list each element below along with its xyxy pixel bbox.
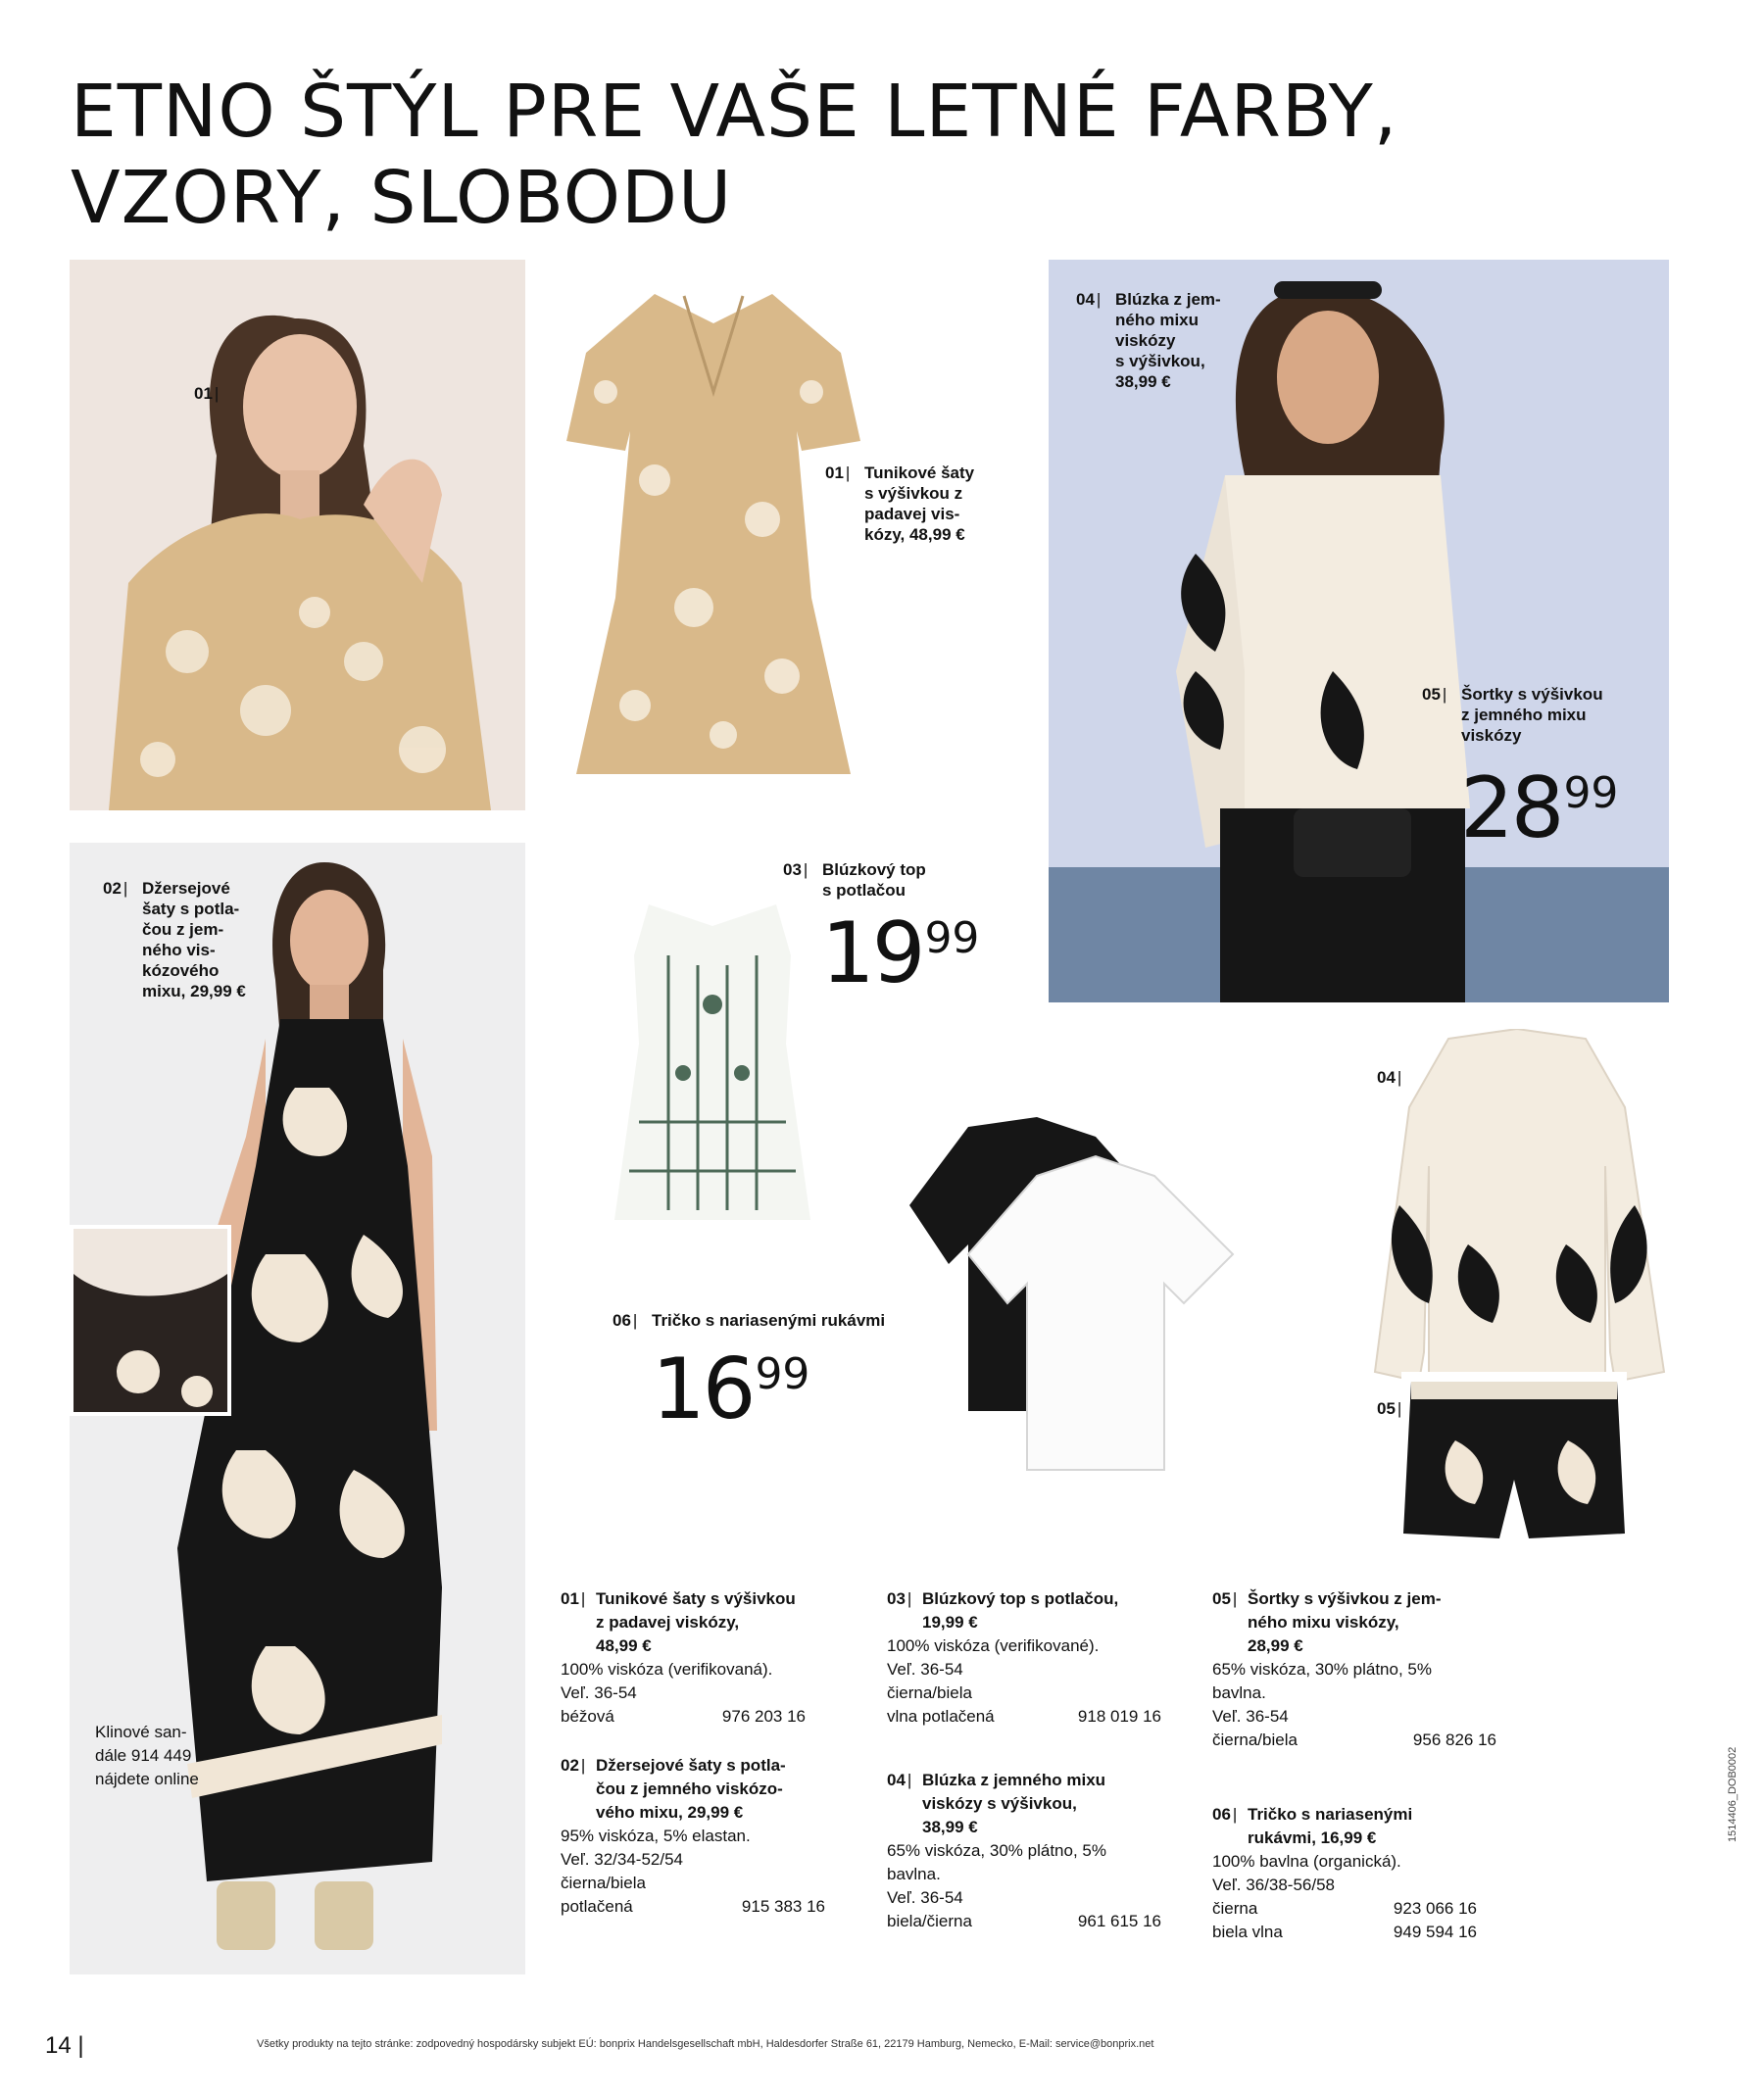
sandals-note [95,1721,199,1791]
product-05-detail: Veľ. 36-54 [1212,1707,1289,1726]
product-06-variant-row [1212,1897,1477,1921]
headline-line-1: ETNO ŠTÝL PRE VAŠE LETNÉ FARBY, [71,70,1398,154]
callout-03-label [822,859,926,901]
product-06-title [1248,1803,1477,1850]
product-02-title-line: Džersejové šaty s potla- [596,1756,786,1775]
product-05-variant-row [1212,1729,1496,1752]
callout-05-tag: 05 | [1377,1399,1401,1419]
product-04-variant: biela/čierna [887,1912,972,1930]
product-05-variant: čierna/biela [1212,1730,1298,1749]
product-05-heading [1212,1587,1496,1658]
product-03-detail: 100% viskóza (verifikované). [887,1636,1100,1655]
product-06-detail: Veľ. 36/38-56/58 [1212,1876,1336,1894]
callout-01-num: 01 | [825,463,850,482]
product-06-title-line: rukávmi, 16,99 € [1248,1828,1377,1847]
callout-01-label [864,463,974,545]
callout-04-label [1115,289,1221,392]
product-06-heading [1212,1803,1477,1850]
price-06-int: 16 [652,1340,754,1438]
product-06-code: 949 594 16 [1393,1923,1477,1941]
product-03-num: 03 | [887,1587,922,1634]
catalog-code: 1514406_DOB0002 [1727,1746,1739,1842]
callout-02-line: čou z jem- [142,920,224,939]
product-01-title [596,1587,845,1658]
callout-04-num: 04 | [1076,290,1101,309]
product-01-title-line: z padavej viskózy, [596,1613,740,1632]
product-05-code: 956 826 16 [1412,1730,1496,1749]
product-03-title [922,1587,1171,1634]
product-03-detail: Veľ. 36-54 [887,1660,963,1679]
product-06-num: 06 | [1212,1803,1248,1850]
product-04-code: 961 615 16 [1077,1912,1161,1930]
product-01-num: 01 | [561,1587,596,1658]
callout-05-line: viskózy [1461,726,1522,745]
callout-03-line: s potlačou [822,881,906,900]
callout-05 [1422,684,1603,746]
product-02-detail: 95% viskóza, 5% elastan. [561,1827,751,1845]
callout-06 [612,1310,885,1331]
product-02-code: 915 383 16 [741,1897,825,1916]
photo-model-black-dress [70,843,525,1974]
product-04-title-line: Blúzka z jemného mixu [922,1771,1106,1789]
callout-01-line: padavej vis- [864,505,960,523]
product-03-title-line: 19,99 € [922,1613,978,1632]
product-03-heading [887,1587,1171,1634]
product-block-03 [887,1587,1171,1729]
product-block-04 [887,1769,1171,1933]
photo-model-beige-dress [70,260,525,810]
callout-05-label [1461,684,1603,746]
product-05-title-line: Šortky s výšivkou z jem- [1248,1589,1442,1608]
callout-04-line: Blúzka z jem- [1115,290,1221,309]
product-05-detail: 65% viskóza, 30% plátno, 5% [1212,1660,1432,1679]
callout-04 [1076,289,1221,392]
product-block-02 [561,1754,845,1919]
product-04-heading [887,1769,1171,1839]
product-02-title-line: vého mixu, 29,99 € [596,1803,744,1822]
price-03-int: 19 [821,904,923,1002]
photo-printed-top [610,897,815,1230]
product-05-detail: bavlna. [1212,1683,1266,1702]
price-06 [652,1340,810,1438]
photo-tshirts-black-white [909,1117,1252,1480]
product-block-01 [561,1587,845,1729]
photo-beige-tunic-dress [566,284,860,779]
price-05-dec: 99 [1563,768,1619,818]
price-03-dec: 99 [924,913,980,963]
callout-01-model: 01 | [194,384,219,404]
callout-01-line: Tunikové šaty [864,463,975,482]
product-01-heading [561,1587,845,1658]
callout-03 [783,859,926,901]
price-06-dec: 99 [755,1349,810,1399]
product-04-num: 04 | [887,1769,922,1839]
product-02-variant-row [561,1895,845,1919]
callout-06-line: Tričko s nariasenými rukávmi [652,1311,886,1330]
callout-02-line: ného vis- [142,941,216,959]
product-01-code: 976 203 16 [721,1707,806,1726]
product-05-title-line: ného mixu viskózy, [1248,1613,1399,1632]
callout-02-line: kózového [142,961,220,980]
callout-04-line: viskózy [1115,331,1176,350]
product-03-variant: vlna potlačená [887,1707,995,1726]
callout-06-num: 06 | [612,1311,637,1330]
product-03-detail: čierna/biela [887,1683,972,1702]
callout-03-num: 03 | [783,860,808,879]
callout-06-label [652,1310,885,1331]
legal-footer-text: Všetky produkty na tejto stránke: zodpovedný hospodársky subjekt EÚ: bonprix Handelsgesellschaft mbH, Haldesdorfer Straße 61, 22179 Hamburg, Nemecko, E-Mail: service@bonprix.net [257,2038,1154,2050]
product-02-title [596,1754,845,1825]
product-02-title-line: čou z jemného viskózo- [596,1779,783,1798]
product-04-variant-row [887,1910,1171,1933]
product-04-detail: bavlna. [887,1865,941,1883]
product-04-detail: Veľ. 36-54 [887,1888,963,1907]
product-01-title-line: Tunikové šaty s výšivkou [596,1589,796,1608]
product-02-detail: čierna/biela [561,1874,646,1892]
page-headline [71,69,1397,241]
product-01-variant: béžová [561,1707,614,1726]
product-03-title-line: Blúzkový top s potlačou, [922,1589,1119,1608]
product-06-detail: 100% bavlna (organická). [1212,1852,1401,1871]
product-01-variant-row [561,1705,845,1729]
callout-01-line: s výšivkou z [864,484,963,503]
product-01-title-line: 48,99 € [596,1636,652,1655]
product-02-detail: Veľ. 32/34-52/54 [561,1850,684,1869]
product-06-code: 923 066 16 [1393,1899,1477,1918]
callout-02-label [142,878,246,1001]
callout-01-line: kózy, 48,99 € [864,525,965,544]
product-06-variant: čierna [1212,1899,1258,1918]
callout-05-num: 05 | [1422,685,1446,704]
page-number: 14 | [45,2032,84,2060]
sandals-note-line: dále 914 449 [95,1746,192,1765]
product-02-heading [561,1754,845,1825]
photo-black-shorts [1401,1372,1627,1543]
price-05-int: 28 [1460,759,1562,857]
callout-02-line: mixu, 29,99 € [142,982,246,1000]
callout-01 [825,463,974,545]
product-05-title-line: 28,99 € [1248,1636,1303,1655]
sandals-note-line: Klinové san- [95,1723,187,1741]
product-06-title-line: Tričko s nariasenými [1248,1805,1413,1824]
callout-04-line: 38,99 € [1115,372,1171,391]
callout-04-line: s výšivkou, [1115,352,1205,370]
callout-05-line: Šortky s výšivkou [1461,685,1603,704]
product-04-title-line: viskózy s výšivkou, [922,1794,1077,1813]
product-01-detail: Veľ. 36-54 [561,1683,637,1702]
product-block-06 [1212,1803,1477,1944]
sandals-note-line: nájdete online [95,1770,199,1788]
callout-02-line: Džersejové [142,879,230,898]
product-04-title [922,1769,1171,1839]
product-03-code: 918 019 16 [1077,1707,1161,1726]
product-01-detail: 100% viskóza (verifikovaná). [561,1660,773,1679]
product-03-variant-row [887,1705,1171,1729]
product-06-variant-row [1212,1921,1477,1944]
product-05-title [1248,1587,1496,1658]
callout-02 [103,878,246,1001]
photo-white-blouse [1370,1029,1669,1391]
callout-03-line: Blúzkový top [822,860,926,879]
callout-04-tag: 04 | [1377,1068,1401,1088]
product-04-title-line: 38,99 € [922,1818,978,1836]
product-02-num: 02 | [561,1754,596,1825]
headline-line-2: VZORY, SLOBODU [71,156,733,240]
product-block-05 [1212,1587,1496,1752]
callout-02-num: 02 | [103,879,127,898]
callout-02-line: šaty s potla- [142,900,240,918]
price-05 [1460,759,1619,857]
product-04-detail: 65% viskóza, 30% plátno, 5% [887,1841,1106,1860]
product-05-num: 05 | [1212,1587,1248,1658]
price-03 [821,904,980,1002]
callout-04-line: ného mixu [1115,311,1200,329]
product-06-variant: biela vlna [1212,1923,1283,1941]
product-02-variant: potlačená [561,1897,633,1916]
callout-05-line: z jemného mixu [1461,706,1587,724]
